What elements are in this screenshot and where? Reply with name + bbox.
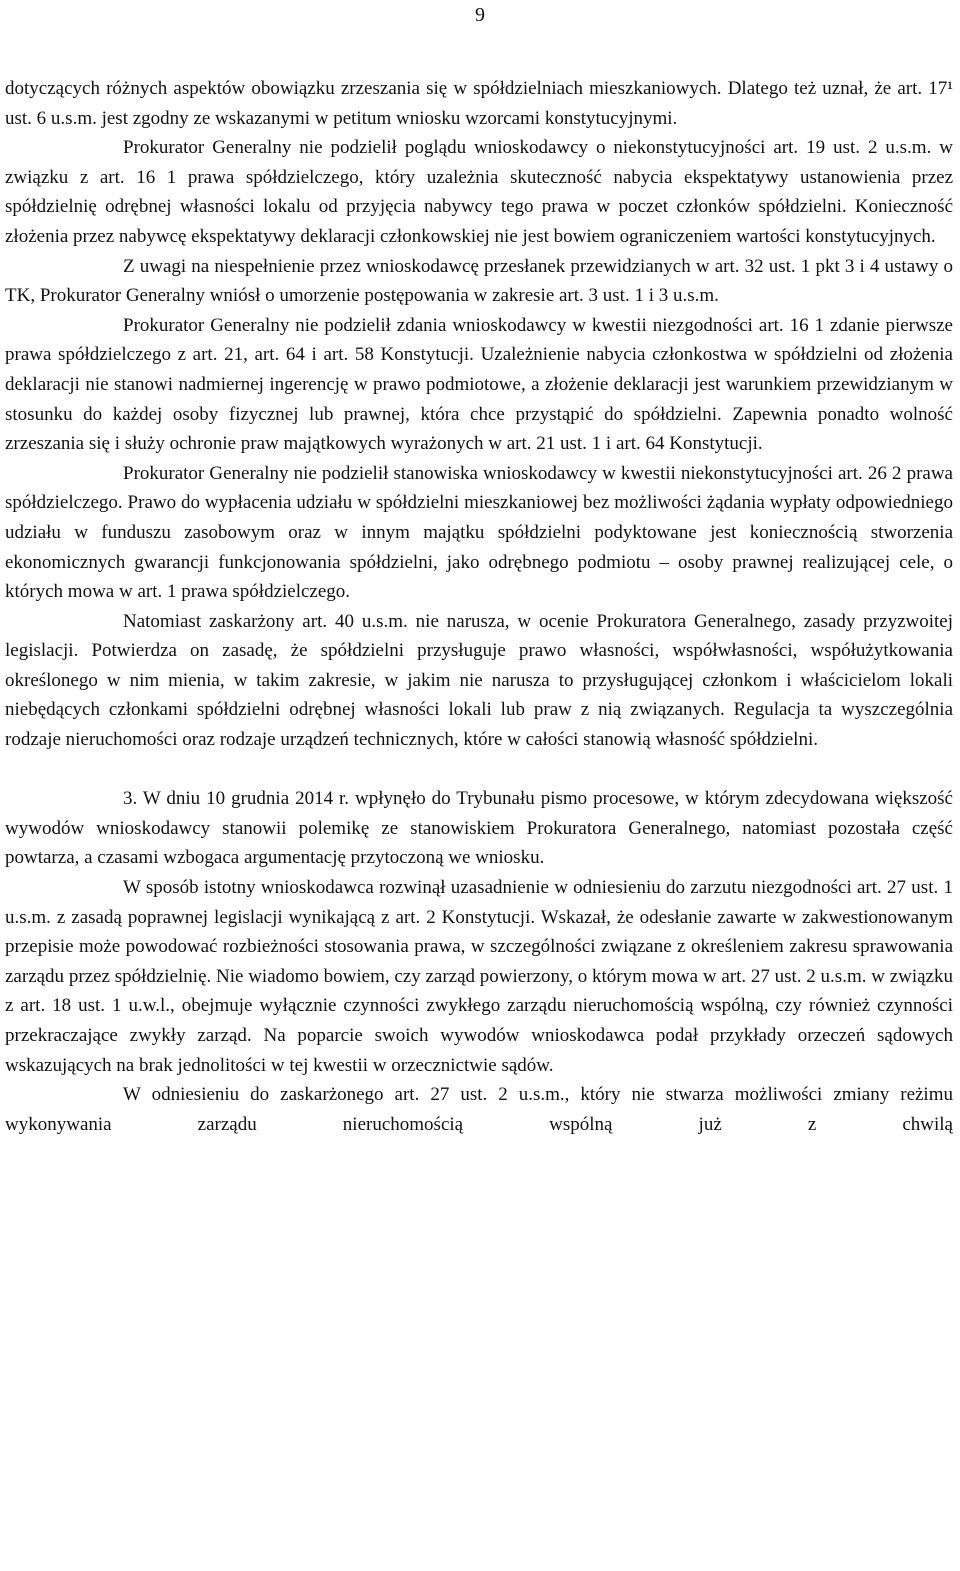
paragraph: Z uwagi na niespełnienie przez wnioskodawcę przesłanek przewidzianych w art. 32 ust. 1 pkt 3 i 4 ustawy o TK, Prokurator Generalny wniósł o umorzenie postępowania w zakresie art. 3 ust. 1 i 3 u.s.m. [5,255,953,307]
paragraph: 3. W dniu 10 grudnia 2014 r. wpłynęło do Trybunału pismo procesowe, w którym zdecydowana większość wywodów wnioskodawcy stanowii polemikę ze stanowiskiem Prokuratora Generalnego, natomiast pozostała część powtarza, a czasami wzbogaca argumentację przytoczoną we wniosku. [5,788,953,869]
document-body [5,74,953,1139]
paragraph: Prokurator Generalny nie podzielił zdania wnioskodawcy w kwestii niezgodności art. 16 1 zdanie pierwsze prawa spółdzielczego z art. 21, art. 64 i art. 58 Konstytucji. Uzależnienie nabycia członkostwa w spółdzielni od złożenia deklaracji nie stanowi nadmiernej ingerencję w prawo podmiotowe, a złożenie deklaracji jest warunkiem przewidzianym w stosunku do każdej osoby fizycznej lub prawnej, która chce przystąpić do spółdzielni. Zapewnia ponadto wolność zrzeszania się i służy ochronie praw majątkowych wyrażonych w art. 21 ust. 1 i art. 64 Konstytucji. [5,314,953,455]
page-number: 9 [475,4,485,26]
paragraph: Natomiast zaskarżony art. 40 u.s.m. nie narusza, w ocenie Prokuratora Generalnego, zasady przyzwoitej legislacji. Potwierdza on zasadę, że spółdzielni przysługuje prawo własności, współwłasności, współużytkowania określonego w nim mienia, w takim zakresie, w jakim nie narusza to przysługującej członkom i właścicielom lokali niebędących członkami spółdzielni odrębnej własności lokali lub praw z nią związanych. Regulacja ta wyszczególnia rodzaje nieruchomości oraz rodzaje urządzeń technicznych, które w całości stanowią własność spółdzielni. [5,610,953,751]
paragraph: Prokurator Generalny nie podzielił poglądu wnioskodawcy o niekonstytucyjności art. 19 ust. 2 u.s.m. w związku z art. 16 1 prawa spółdzielczego, który uzależnia skuteczność nabycia ekspektatywy ustanowienia przez spółdzielnię odrębnej własności lokalu od przyjęcia nabywcy tego prawa w poczet członków spółdzielni. Konieczność złożenia przez nabywcę ekspektatywy deklaracji członkowskiej nie jest bowiem ograniczeniem wartości konstytucyjnych. [5,137,953,247]
paragraph: dotyczących różnych aspektów obowiązku zrzeszania się w spółdzielniach mieszkaniowych. Dlatego też uznał, że art. 17¹ ust. 6 u.s.m. jest zgodny ze wskazanymi w petitum wniosku wzorcami konstytucyjnymi. [5,78,953,129]
paragraph: Prokurator Generalny nie podzielił stanowiska wnioskodawcy w kwestii niekonstytucyjności art. 26 2 prawa spółdzielczego. Prawo do wypłacenia udziału w spółdzielni mieszkaniowej bez możliwości żądania wypłaty odpowiedniego udziału w funduszu zasobowym oraz w innym majątku spółdzielni podyktowane jest koniecznością stworzenia ekonomicznych gwarancji funkcjonowania spółdzielni, jako odrębnego podmiotu – osoby prawnej realizującej cele, o których mowa w art. 1 prawa spółdzielczego. [5,462,953,603]
paragraph: W sposób istotny wnioskodawca rozwinął uzasadnienie w odniesieniu do zarzutu niezgodności art. 27 ust. 1 u.s.m. z zasadą poprawnej legislacji wynikającą z art. 2 Konstytucji. Wskazał, że odesłanie zawarte w zakwestionowanym przepisie może powodować rozbieżności stosowania prawa, w szczególności związane z określeniem zakresu sprawowania zarządu przez spółdzielnię. Nie wiadomo bowiem, czy zarząd powierzony, o którym mowa w art. 27 ust. 2 u.s.m. w związku z art. 18 ust. 1 u.w.l., obejmuje wyłącznie czynności zwykłego zarządu nieruchomością wspólną, czy również czynności przekraczające zwykły zarząd. Na poparcie swoich wywodów wnioskodawca podał przykłady orzeczeń sądowych wskazujących na brak jednolitości w tej kwestii w orzecznictwie sądów. [5,877,953,1076]
paragraph-continued: W odniesieniu do zaskarżonego art. 27 ust. 2 u.s.m., który nie stwarza możliwości zmiany reżimu wykonywania zarządu nieruchomością wspólną już z chwilą [5,1084,953,1135]
